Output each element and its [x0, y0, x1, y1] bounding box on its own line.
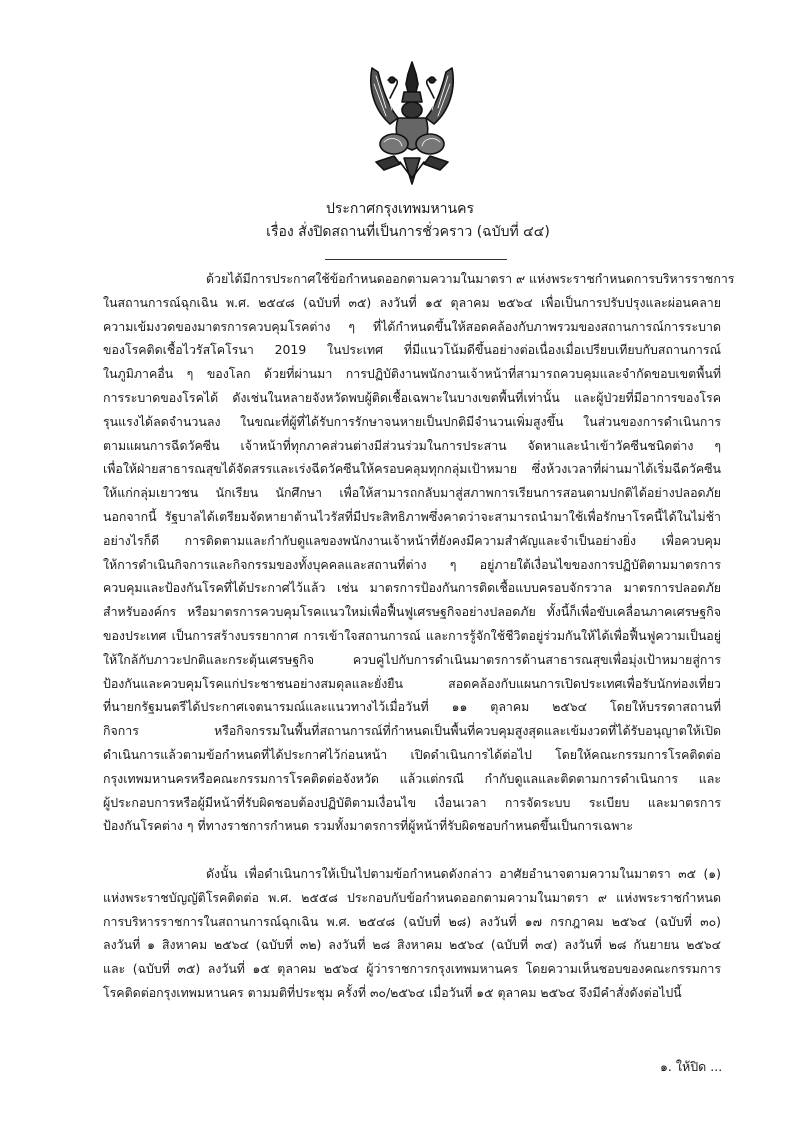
text-line: ให้แก่กลุ่มเยาวชน นักเรียน นักศึกษา เพื่อให้สามารถกลับมาสู่สภาพการเรียนการสอนตามปกติได้อย่างปลอดภัย: [103, 485, 721, 501]
text-line: โรคติดต่อกรุงเทพมหานคร ตามมติที่ประชุม ครั้งที่ ๓๐/๒๕๖๔ เมื่อวันที่ ๑๕ ตุลาคม ๒๕๖๔ จึงมีคำสั่งดังต่อไปนี้: [103, 984, 682, 1000]
body-paragraph-2: [103, 862, 721, 1005]
text-line: อย่างไรก็ดี การติดตามและกำกับดูแลของพนักงานเจ้าหน้าที่ยังคงมีความสำคัญและจำเป็นอย่างยิ่ง เพื่อควบคุม: [103, 532, 721, 548]
text-line: การระบาดของโรคได้ ดังเช่นในหลายจังหวัดพบผู้ติดเชื้อเฉพาะในบางเขตพื้นที่เท่านั้น และผู้ป่วยที่มีอาการของโรค: [103, 389, 721, 405]
text-line: ในภูมิภาคอื่น ๆ ของโลก ด้วยที่ผ่านมา การปฏิบัติงานพนักงานเจ้าหน้าที่สามารถควบคุมและจำกัดขอบเขตพื้นที่: [103, 366, 721, 382]
page-continuation-marker: ๑. ให้ปิด ...: [660, 1059, 723, 1074]
text-line: ลงวันที่ ๑ สิงหาคม ๒๕๖๔ (ฉบับที่ ๓๒) ลงวันที่ ๒๘ สิงหาคม ๒๕๖๔ (ฉบับที่ ๓๔) ลงวันที่ ๒๘ กันยายน ๒๕๖๔: [103, 937, 721, 953]
text-line: ป้องกันโรคต่าง ๆ ที่ทางราชการกำหนด รวมทั้งมาตรการที่ผู้หน้าที่รับผิดชอบกำหนดขึ้นเป็นการเฉพาะ: [103, 818, 633, 834]
text-line: กิจการ หรือกิจกรรมในพื้นที่สถานการณ์ที่กำหนดเป็นพื้นที่ควบคุมสูงสุดและเข้มงวดที่ได้รับอนุญาตให้เปิด: [103, 723, 721, 739]
body-paragraph-1: [103, 267, 735, 838]
text-line: ตามแผนการฉีดวัคซีน เจ้าหน้าที่ทุกภาคส่วนต่างมีส่วนร่วมในการประสาน จัดหาและนำเข้าวัคซีนชนิดต่าง ๆ: [103, 437, 721, 453]
text-line: ในสถานการณ์ฉุกเฉิน พ.ศ. ๒๕๔๘ (ฉบับที่ ๓๕) ลงวันที่ ๑๕ ตุลาคม ๒๕๖๔ เพื่อเป็นการปรับปรุงและผ่อนคลาย: [103, 294, 721, 310]
issuer-title: ประกาศกรุงเทพมหานคร: [326, 201, 474, 217]
text-line: แห่งพระราชบัญญัติโรคติดต่อ พ.ศ. ๒๕๕๘ ประกอบกับข้อกำหนดออกตามความในมาตรา ๙ แห่งพระราชกำหนด: [103, 889, 721, 905]
text-line: ควบคุมและป้องกันโรคที่ได้ประกาศไว้แล้ว เช่น มาตรการป้องกันการติดเชื้อแบบครอบจักรวาล มาตรการปลอดภัย: [103, 580, 721, 596]
text-line: ให้ใกล้กับภาวะปกติและกระตุ้นเศรษฐกิจ ควบคู่ไปกับการดำเนินมาตรการด้านสาธารณสุขเพื่อมุ่งเป้าหมายสู่การ: [103, 651, 721, 667]
text-line: นอกจากนี้ รัฐบาลได้เตรียมจัดหายาต้านไวรัสที่มีประสิทธิภาพซึ่งคาดว่าจะสามารถนำมาใช้เพื่อรักษาโรคนี้ได้ในไม่ช้า: [103, 508, 721, 524]
text-line: และ (ฉบับที่ ๓๕) ลงวันที่ ๑๕ ตุลาคม ๒๕๖๔ ผู้ว่าราชการกรุงเทพมหานคร โดยความเห็นชอบของคณะกรรมการ: [103, 961, 721, 977]
text-line: รุนแรงได้ลดจำนวนลง ในขณะที่ผู้ที่ได้รับการรักษาจนหายเป็นปกติมีจำนวนเพิ่มสูงขึ้น ในส่วนของการดำเนินการ: [103, 413, 721, 429]
garuda-emblem-icon: [364, 58, 460, 190]
text-line: กรุงเทพมหานครหรือคณะกรรมการโรคติดต่อจังหวัด แล้วแต่กรณี กำกับดูแลและติดตามการดำเนินการ และ: [103, 770, 721, 786]
text-line: ผู้ประกอบการหรือผู้มีหน้าที่รับผิดชอบต้องปฏิบัติตามเงื่อนไข เงื่อนเวลา การจัดระบบ ระเบียบ และมาตรการ: [103, 794, 721, 810]
text-line: การบริหารราชการในสถานการณ์ฉุกเฉิน พ.ศ. ๒๕๔๘ (ฉบับที่ ๒๘) ลงวันที่ ๑๗ กรกฎาคม ๒๕๖๔ (ฉบับที่ ๓๐): [103, 913, 721, 929]
text-line: เพื่อให้ฝ่ายสาธารณสุขได้จัดสรรและเร่งฉีดวัคซีนให้ครอบคลุมทุกกลุ่มเป้าหมาย ซึ่งห้วงเวลาที่ผ่านมาได้เริ่มฉีดวัคซีน: [103, 461, 721, 477]
header-divider: [325, 259, 507, 260]
text-line: ดำเนินการแล้วตามข้อกำหนดที่ได้ประกาศไว้ก่อนหน้า เปิดดำเนินการได้ต่อไป โดยให้คณะกรรมการโรคติดต่อ: [103, 746, 721, 762]
text-line: ดังนั้น เพื่อดำเนินการให้เป็นไปตามข้อกำหนดดังกล่าว อาศัยอำนาจตามความในมาตรา ๓๕ (๑): [206, 866, 721, 881]
text-line: สำหรับองค์กร หรือมาตรการควบคุมโรคแนวใหม่เพื่อฟื้นฟูเศรษฐกิจอย่างปลอดภัย ทั้งนี้ก็เพื่อขับเคลื่อนภาคเศรษฐกิจ: [103, 604, 721, 620]
subject-title: เรื่อง สั่งปิดสถานที่เป็นการชั่วคราว (ฉบับที่ ๔๔): [266, 224, 550, 240]
text-line: ให้การดำเนินกิจการและกิจกรรมของทั้งบุคคลและสถานที่ต่าง ๆ อยู่ภายใต้เงื่อนไขของการปฏิบัติตามมาตรการ: [103, 556, 721, 572]
text-line: ของโรคติดเชื้อไวรัสโคโรนา 2019 ในประเทศ ที่มีแนวโน้มดีขึ้นอย่างต่อเนื่องเมื่อเปรียบเทียบกับสถานการณ์: [103, 342, 721, 358]
text-line: ความเข้มงวดของมาตรการควบคุมโรคต่าง ๆ ที่ได้กำหนดขึ้นให้สอดคล้องกับภาพรวมของสถานการณ์การระบาด: [103, 318, 721, 334]
text-line: ที่นายกรัฐมนตรีได้ประกาศเจตนารมณ์และแนวทางไว้เมื่อวันที่ ๑๑ ตุลาคม ๒๕๖๔ โดยให้บรรดาสถานที่: [103, 699, 721, 715]
text-line: ด้วยได้มีการประกาศใช้ข้อกำหนดออกตามความในมาตรา ๙ แห่งพระราชกำหนดการบริหารราชการ: [206, 271, 735, 286]
text-line: ของประเทศ เป็นการสร้างบรรยากาศ การเข้าใจสถานการณ์ และการรู้จักใช้ชีวิตอยู่ร่วมกันให้ได้เพื่อฟื้นฟูความเป็นอยู่: [103, 627, 721, 643]
text-line: ป้องกันและควบคุมโรคแก่ประชาชนอย่างสมดุลและยั่งยืน สอดคล้องกับแผนการเปิดประเทศเพื่อรับนักท่องเที่ยว: [103, 675, 721, 691]
